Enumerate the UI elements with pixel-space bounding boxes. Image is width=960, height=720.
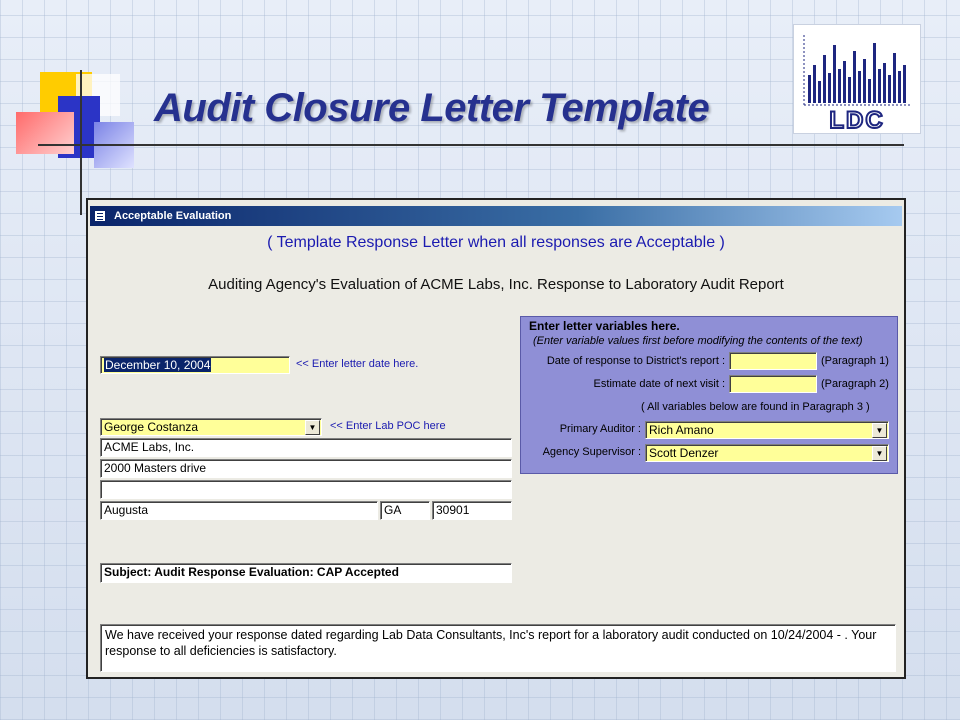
next-visit-input[interactable]	[729, 375, 817, 393]
form-subheading: Auditing Agency's Evaluation of ACME Labs, Inc. Response to Laboratory Audit Report	[208, 276, 784, 293]
street2-field[interactable]	[100, 480, 512, 499]
logo-text: LDC	[829, 107, 885, 133]
paragraph3-note: ( All variables below are found in Paragraph 3 )	[641, 401, 870, 413]
evaluation-form	[90, 226, 902, 677]
supervisor-value: Scott Denzer	[649, 446, 719, 460]
letter-date-input[interactable]	[100, 356, 290, 374]
letter-body-textarea[interactable]: We have received your response dated regarding Lab Data Consultants, Inc's report for a laboratory audit conducted on 10/24/2004 - . Your response to all deficiencies is satisfactory.	[100, 624, 896, 672]
letter-date-value: December 10, 2004	[105, 358, 211, 372]
ldc-logo	[793, 24, 921, 134]
company-field[interactable]: ACME Labs, Inc.	[100, 438, 512, 457]
subject-field[interactable]: Subject: Audit Response Evaluation: CAP Accepted	[100, 563, 512, 583]
ldc-logo-icon	[794, 25, 920, 133]
next-visit-label: Estimate date of next visit :	[593, 378, 725, 390]
supervisor-label: Agency Supervisor :	[542, 446, 641, 458]
lab-poc-value: George Costanza	[104, 420, 199, 434]
decor-horizontal-line	[38, 144, 904, 146]
chevron-down-icon[interactable]: ▼	[872, 446, 887, 461]
supervisor-select[interactable]	[645, 444, 889, 462]
lab-poc-hint: << Enter Lab POC here	[330, 420, 446, 432]
slide-title: Audit Closure Letter Template	[154, 86, 710, 130]
response-date-input[interactable]	[729, 352, 817, 370]
form-icon	[94, 210, 106, 222]
window-title: Acceptable Evaluation	[114, 210, 232, 222]
variables-panel	[520, 316, 898, 474]
state-field[interactable]: GA	[380, 501, 430, 520]
response-date-paragraph: (Paragraph 1)	[821, 355, 889, 367]
letter-date-hint: << Enter letter date here.	[296, 358, 419, 370]
form-window	[86, 198, 906, 679]
street-field[interactable]: 2000 Masters drive	[100, 459, 512, 478]
decor-vertical-line	[80, 70, 82, 215]
primary-auditor-value: Rich Amano	[649, 423, 714, 437]
primary-auditor-label: Primary Auditor :	[559, 423, 641, 435]
chevron-down-icon[interactable]: ▼	[872, 423, 887, 438]
next-visit-paragraph: (Paragraph 2)	[821, 378, 889, 390]
window-titlebar[interactable]	[90, 206, 902, 226]
lab-poc-select[interactable]	[100, 418, 322, 436]
primary-auditor-select[interactable]	[645, 421, 889, 439]
decor-pink-square	[16, 112, 74, 154]
city-field[interactable]: Augusta	[100, 501, 378, 520]
form-heading: ( Template Response Letter when all responses are Acceptable )	[267, 234, 725, 251]
variables-title: Enter letter variables here.	[529, 319, 680, 333]
zip-field[interactable]: 30901	[432, 501, 512, 520]
variables-subtitle: (Enter variable values first before modifying the contents of the text)	[533, 335, 863, 347]
response-date-label: Date of response to District's report :	[546, 355, 725, 367]
chevron-down-icon[interactable]: ▼	[305, 420, 320, 435]
